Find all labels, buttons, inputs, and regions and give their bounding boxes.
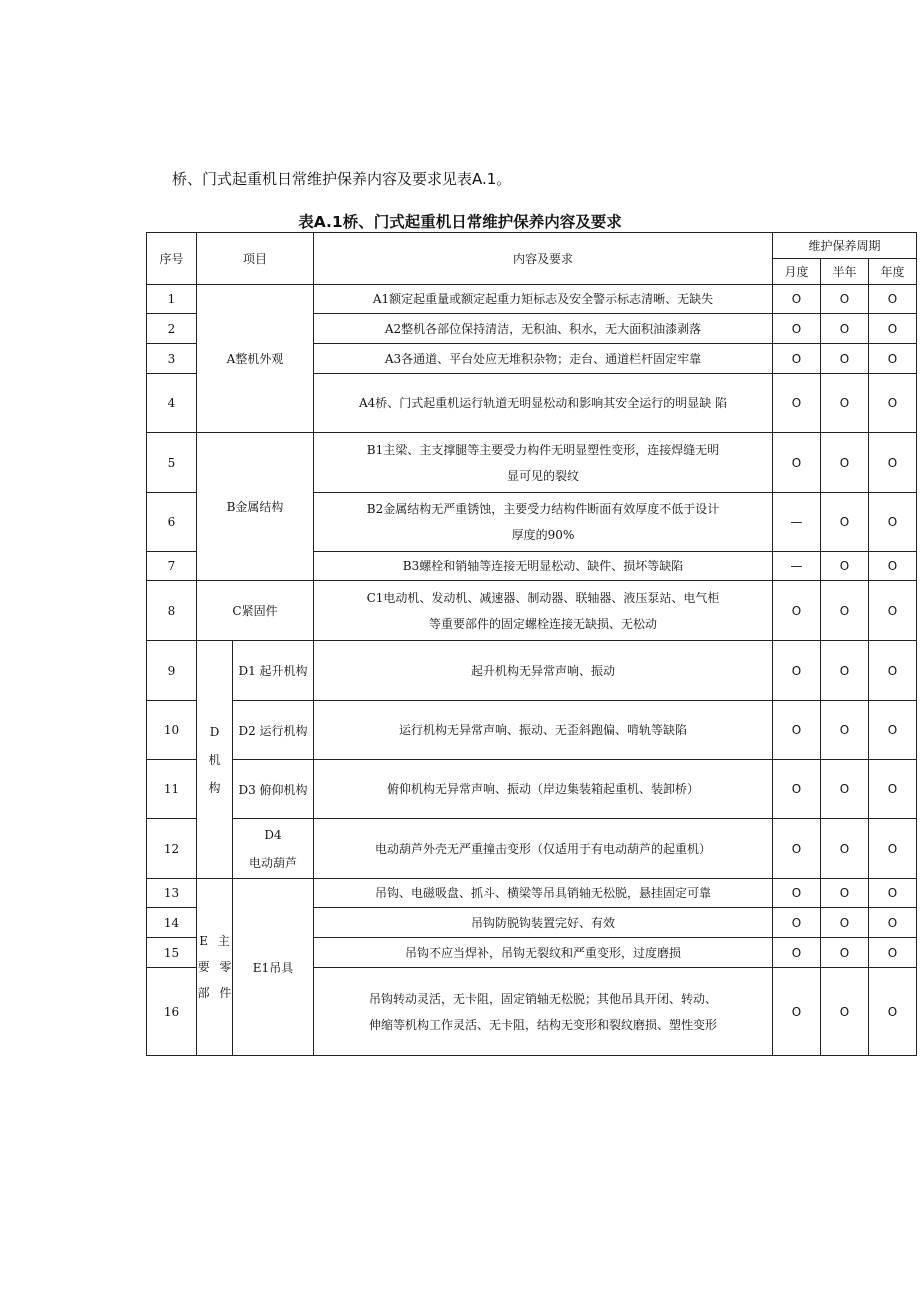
content-line: 显可见的裂纹	[507, 468, 580, 483]
row-content	[314, 641, 773, 701]
group-e-line: 要 零	[197, 960, 232, 974]
content-line: 伸缩等机构工作灵活、无卡阻，结构无变形和裂纹磨损、塑性变形	[369, 1017, 718, 1032]
mark-monthly: O	[773, 285, 821, 314]
row-content	[314, 701, 773, 760]
content-line: 吊钩、电磁吸盘、抓斗、横梁等吊具销轴无松脱，悬挂固定可靠	[375, 886, 712, 900]
mark-yearly: O	[869, 581, 917, 641]
group-e-line: E 主	[199, 934, 230, 948]
table-row	[147, 760, 917, 819]
header-content: 内容及要求	[314, 233, 773, 285]
group-d-line: 机	[208, 752, 221, 767]
mark-yearly: O	[869, 641, 917, 701]
table-row	[147, 641, 917, 701]
mark-half-year: O	[821, 493, 869, 552]
row-no: 12	[147, 819, 197, 879]
row-content	[314, 552, 773, 581]
header-period: 维护保养周期	[773, 233, 917, 259]
header-monthly: 月度	[773, 259, 821, 285]
row-content	[314, 968, 773, 1056]
content-line: B2金属结构无严重锈蚀，主要受力结构件断面有效厚度不低于设计	[366, 502, 720, 516]
table-row	[147, 581, 917, 641]
mark-monthly: O	[773, 938, 821, 968]
row-no: 1	[147, 285, 197, 314]
row-content	[314, 819, 773, 879]
mark-yearly: O	[869, 938, 917, 968]
row-no: 2	[147, 314, 197, 344]
content-line: A2整机各部位保持清洁，无积油、积水，无大面积油漆剥落	[384, 321, 702, 336]
group-e-line: 部 件	[197, 986, 232, 1000]
content-line: 吊钩防脱钩装置完好、有效	[471, 915, 616, 930]
intro-text: 桥、门式起重机日常维护保养内容及要求见表A.1。	[172, 170, 512, 188]
mark-yearly: O	[869, 314, 917, 344]
row-content	[314, 344, 773, 374]
row-no: 9	[147, 641, 197, 701]
content-line: 运行机构无异常声响、振动、无歪斜跑偏、啃轨等缺陷	[399, 723, 688, 737]
table-row	[147, 819, 917, 879]
content-line: B3螺栓和销轴等连接无明显松动、缺件、损坏等缺陷	[402, 559, 684, 573]
row-content	[314, 938, 773, 968]
mark-half-year: O	[821, 552, 869, 581]
mark-yearly: O	[869, 493, 917, 552]
row-no: 10	[147, 701, 197, 760]
table-row	[147, 433, 917, 493]
mark-monthly: O	[773, 819, 821, 879]
mark-half-year: O	[821, 374, 869, 433]
table-row	[147, 879, 917, 908]
group-a-label: A整机外观	[197, 285, 314, 433]
group-e-label	[197, 879, 233, 1056]
row-no: 5	[147, 433, 197, 493]
mark-yearly: O	[869, 374, 917, 433]
mark-half-year: O	[821, 581, 869, 641]
row-no: 4	[147, 374, 197, 433]
mark-monthly: —	[773, 552, 821, 581]
mark-half-year: O	[821, 344, 869, 374]
mark-half-year: O	[821, 433, 869, 493]
content-line: C1电动机、发动机、减速器、制动器、联轴器、液压泵站、电气柜	[366, 590, 720, 605]
mark-yearly: O	[869, 879, 917, 908]
row-no: 13	[147, 879, 197, 908]
row-no: 8	[147, 581, 197, 641]
mark-half-year: O	[821, 701, 869, 760]
row-no: 6	[147, 493, 197, 552]
content-line: A1额定起重量或额定起重力矩标志及安全警示标志清晰、无缺失	[372, 292, 714, 306]
sub-d4-label	[233, 819, 314, 879]
sub-d1-label: D1 起升机构	[233, 641, 314, 701]
row-content	[314, 760, 773, 819]
mark-half-year: O	[821, 879, 869, 908]
row-no: 11	[147, 760, 197, 819]
row-no: 7	[147, 552, 197, 581]
mark-monthly: O	[773, 701, 821, 760]
mark-yearly: O	[869, 552, 917, 581]
mark-yearly: O	[869, 760, 917, 819]
table-row	[147, 285, 917, 314]
mark-half-year: O	[821, 285, 869, 314]
group-d-line: D	[209, 724, 220, 739]
mark-half-year: O	[821, 819, 869, 879]
mark-monthly: —	[773, 493, 821, 552]
content-line: 起升机构无异常声响、振动	[471, 663, 616, 678]
mark-half-year: O	[821, 760, 869, 819]
header-no: 序号	[147, 233, 197, 285]
mark-yearly: O	[869, 701, 917, 760]
mark-monthly: O	[773, 968, 821, 1056]
content-line: A3各通道、平台处应无堆积杂物；走台、通道栏杆固定牢靠	[384, 351, 702, 366]
row-no: 14	[147, 908, 197, 938]
row-no: 16	[147, 968, 197, 1056]
row-content	[314, 908, 773, 938]
sub-d3-label: D3 俯仰机构	[233, 760, 314, 819]
row-content	[314, 433, 773, 493]
mark-yearly: O	[869, 968, 917, 1056]
sub-e1-label: E1吊具	[233, 879, 314, 1056]
group-c-label: C紧固件	[197, 581, 314, 641]
mark-monthly: O	[773, 581, 821, 641]
sub-d4-line: 电动葫芦	[249, 855, 298, 870]
mark-half-year: O	[821, 641, 869, 701]
group-b-label: B金属结构	[197, 433, 314, 581]
content-line: 厚度的90%	[511, 528, 575, 542]
table-row	[147, 701, 917, 760]
mark-half-year: O	[821, 968, 869, 1056]
row-content	[314, 374, 773, 433]
mark-yearly: O	[869, 908, 917, 938]
mark-yearly: O	[869, 819, 917, 879]
row-content	[314, 285, 773, 314]
row-content	[314, 493, 773, 552]
maintenance-table	[146, 232, 917, 1056]
row-content	[314, 581, 773, 641]
content-line: 吊钩转动灵活，无卡阻，固定销轴无松脱；其他吊具开闭、转动、	[369, 991, 718, 1006]
mark-monthly: O	[773, 760, 821, 819]
group-d-line: 构	[208, 780, 221, 795]
header-half-year: 半年	[821, 259, 869, 285]
sub-d4-line: D4	[264, 827, 282, 842]
mark-monthly: O	[773, 433, 821, 493]
content-line: 电动葫芦外壳无严重撞击变形（仅适用于有电动葫芦的起重机）	[375, 841, 712, 856]
mark-yearly: O	[869, 344, 917, 374]
header-item: 项目	[197, 233, 314, 285]
table-caption: 表A.1桥、门式起重机日常维护保养内容及要求	[298, 213, 622, 231]
mark-monthly: O	[773, 641, 821, 701]
sub-d2-label: D2 运行机构	[233, 701, 314, 760]
content-line: B1主梁、主支撑腿等主要受力构件无明显塑性变形，连接焊缝无明	[366, 442, 720, 457]
group-d-label	[197, 641, 233, 879]
row-no: 3	[147, 344, 197, 374]
mark-monthly: O	[773, 879, 821, 908]
mark-half-year: O	[821, 314, 869, 344]
content-line: A4桥、门式起重机运行轨道无明显松动和影响其安全运行的明显缺 陷	[358, 396, 728, 410]
mark-monthly: O	[773, 908, 821, 938]
content-line: 吊钩不应当焊补，吊钩无裂纹和严重变形，过度磨损	[405, 945, 682, 960]
mark-monthly: O	[773, 344, 821, 374]
header-yearly: 年度	[869, 259, 917, 285]
mark-monthly: O	[773, 374, 821, 433]
mark-monthly: O	[773, 314, 821, 344]
mark-yearly: O	[869, 285, 917, 314]
row-content	[314, 879, 773, 908]
content-line: 俯仰机构无异常声响、振动（岸边集装箱起重机、装卸桥）	[387, 782, 700, 796]
row-content	[314, 314, 773, 344]
mark-half-year: O	[821, 908, 869, 938]
row-no: 15	[147, 938, 197, 968]
mark-half-year: O	[821, 938, 869, 968]
mark-yearly: O	[869, 433, 917, 493]
content-line: 等重要部件的固定螺栓连接无缺损、无松动	[429, 616, 658, 631]
